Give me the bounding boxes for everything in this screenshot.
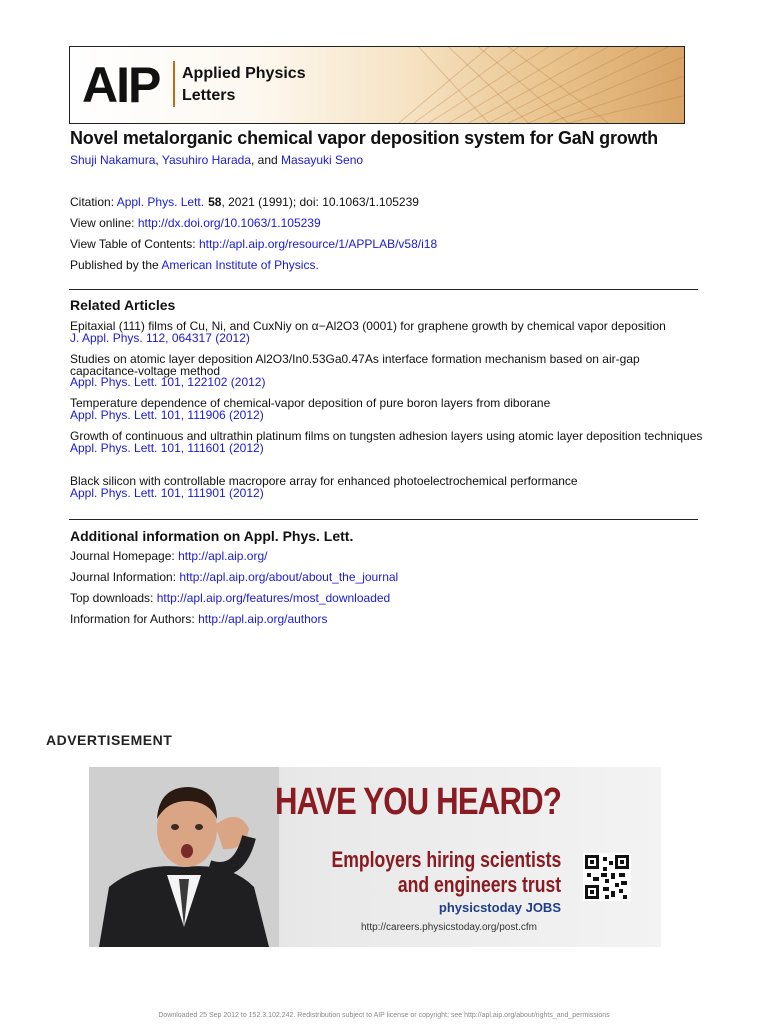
article-title: Novel metalorganic chemical vapor deposition system for GaN growth bbox=[70, 128, 658, 148]
journal-name-line1: Applied Physics bbox=[182, 65, 306, 82]
info-label: Journal Information: bbox=[70, 570, 180, 584]
qr-code-icon[interactable] bbox=[583, 853, 631, 901]
top-downloads-line bbox=[70, 591, 390, 605]
ad-man-listening-image bbox=[89, 767, 279, 947]
view-online-line bbox=[70, 216, 321, 230]
info-for-authors-link[interactable]: http://apl.aip.org/authors bbox=[198, 612, 328, 626]
journal-name bbox=[182, 63, 306, 107]
related-article bbox=[70, 321, 710, 344]
related-article bbox=[70, 354, 710, 389]
advertisement-label: ADVERTISEMENT bbox=[46, 732, 173, 748]
journal-homepage-link[interactable]: http://apl.aip.org/ bbox=[178, 549, 268, 563]
section-divider bbox=[69, 289, 698, 290]
related-article bbox=[70, 476, 710, 499]
ad-headline: HAVE YOU HEARD? bbox=[275, 781, 562, 823]
author-link-1[interactable]: Shuji Nakamura bbox=[70, 153, 156, 167]
banner-rays-graphic bbox=[70, 47, 684, 123]
related-article-title: Epitaxial (111) films of Cu, Ni, and CuxNiy on α−Al2O3 (0001) for graphene growth by chemical vapor deposition bbox=[70, 319, 666, 333]
citation-journal-link[interactable]: Appl. Phys. Lett. bbox=[116, 195, 205, 209]
citation-label: Citation: bbox=[70, 195, 117, 209]
related-article-ref-link[interactable]: Appl. Phys. Lett. 101, 122102 (2012) bbox=[70, 375, 266, 389]
additional-info-heading: Additional information on Appl. Phys. Lett. bbox=[70, 528, 354, 544]
citation-volume: 58 bbox=[208, 195, 222, 209]
author-link-3[interactable]: Masayuki Seno bbox=[281, 153, 364, 167]
published-line bbox=[70, 258, 319, 272]
logo-divider bbox=[173, 61, 175, 107]
toc-link[interactable]: http://apl.aip.org/resource/1/APPLAB/v58/i18 bbox=[198, 237, 438, 251]
ad-tagline-line1: Employers hiring scientists bbox=[331, 847, 561, 872]
related-article-ref-link[interactable]: Appl. Phys. Lett. 101, 111906 (2012) bbox=[70, 407, 264, 422]
published-label: Published by the bbox=[70, 258, 162, 272]
ad-brand: physicstoday JOBS bbox=[438, 900, 561, 915]
view-online-label: View online: bbox=[70, 216, 138, 230]
related-article-ref-link[interactable]: Appl. Phys. Lett. 101, 111601 (2012) bbox=[70, 440, 264, 455]
top-downloads-link[interactable]: http://apl.aip.org/features/most_downloaded bbox=[156, 591, 391, 605]
author-list bbox=[70, 153, 363, 167]
related-article-ref-link[interactable]: Appl. Phys. Lett. 101, 111901 (2012) bbox=[70, 485, 264, 500]
view-online-link[interactable]: http://dx.doi.org/10.1063/1.105239 bbox=[137, 216, 321, 230]
download-footer: Downloaded 25 Sep 2012 to 152.3.102.242. Redistribution subject to AIP license or copyright; see http://apl.aip.org/about/rights_and_permissions bbox=[158, 1012, 610, 1019]
journal-name-line2: Letters bbox=[182, 87, 236, 104]
aip-logo: AIP bbox=[82, 57, 160, 113]
journal-information-line bbox=[70, 570, 398, 584]
journal-homepage-line bbox=[70, 549, 267, 563]
related-article bbox=[70, 431, 710, 454]
related-article-ref-link[interactable]: J. Appl. Phys. 112, 064317 (2012) bbox=[70, 330, 250, 345]
citation-line bbox=[70, 195, 419, 209]
journal-information-link[interactable]: http://apl.aip.org/about/about_the_journal bbox=[179, 570, 399, 584]
toc-line bbox=[70, 237, 437, 251]
related-article-title: Growth of continuous and ultrathin platinum films on tungsten adhesion layers using atomic layer deposition techniques bbox=[70, 429, 703, 443]
author-separator: , and bbox=[251, 153, 282, 167]
info-label: Information for Authors: bbox=[70, 612, 199, 626]
related-article bbox=[70, 398, 710, 421]
author-separator: , bbox=[155, 153, 162, 167]
journal-banner bbox=[69, 46, 685, 124]
advertisement-banner[interactable] bbox=[89, 767, 661, 947]
ad-url[interactable]: http://careers.physicstoday.org/post.cfm bbox=[361, 922, 538, 933]
ad-tagline-line2: and engineers trust bbox=[397, 872, 561, 897]
section-divider bbox=[69, 519, 698, 520]
publisher-link[interactable]: American Institute of Physics. bbox=[161, 258, 319, 272]
related-articles-heading: Related Articles bbox=[70, 297, 176, 313]
toc-label: View Table of Contents: bbox=[70, 237, 199, 251]
related-article-title: Studies on atomic layer deposition Al2O3/In0.53Ga0.47As interface formation mechanism based on air-gap capacitance-voltage method bbox=[70, 352, 640, 378]
author-link-2[interactable]: Yasuhiro Harada bbox=[161, 153, 251, 167]
related-article-title: Black silicon with controllable macropore array for enhanced photoelectrochemical performance bbox=[70, 474, 578, 488]
info-label: Journal Homepage: bbox=[70, 549, 179, 563]
citation-details: , 2021 (1991); doi: 10.1063/1.105239 bbox=[221, 195, 419, 209]
info-label: Top downloads: bbox=[70, 591, 157, 605]
related-article-title: Temperature dependence of chemical-vapor deposition of pure boron layers from diborane bbox=[70, 396, 551, 410]
info-for-authors-line bbox=[70, 612, 327, 626]
